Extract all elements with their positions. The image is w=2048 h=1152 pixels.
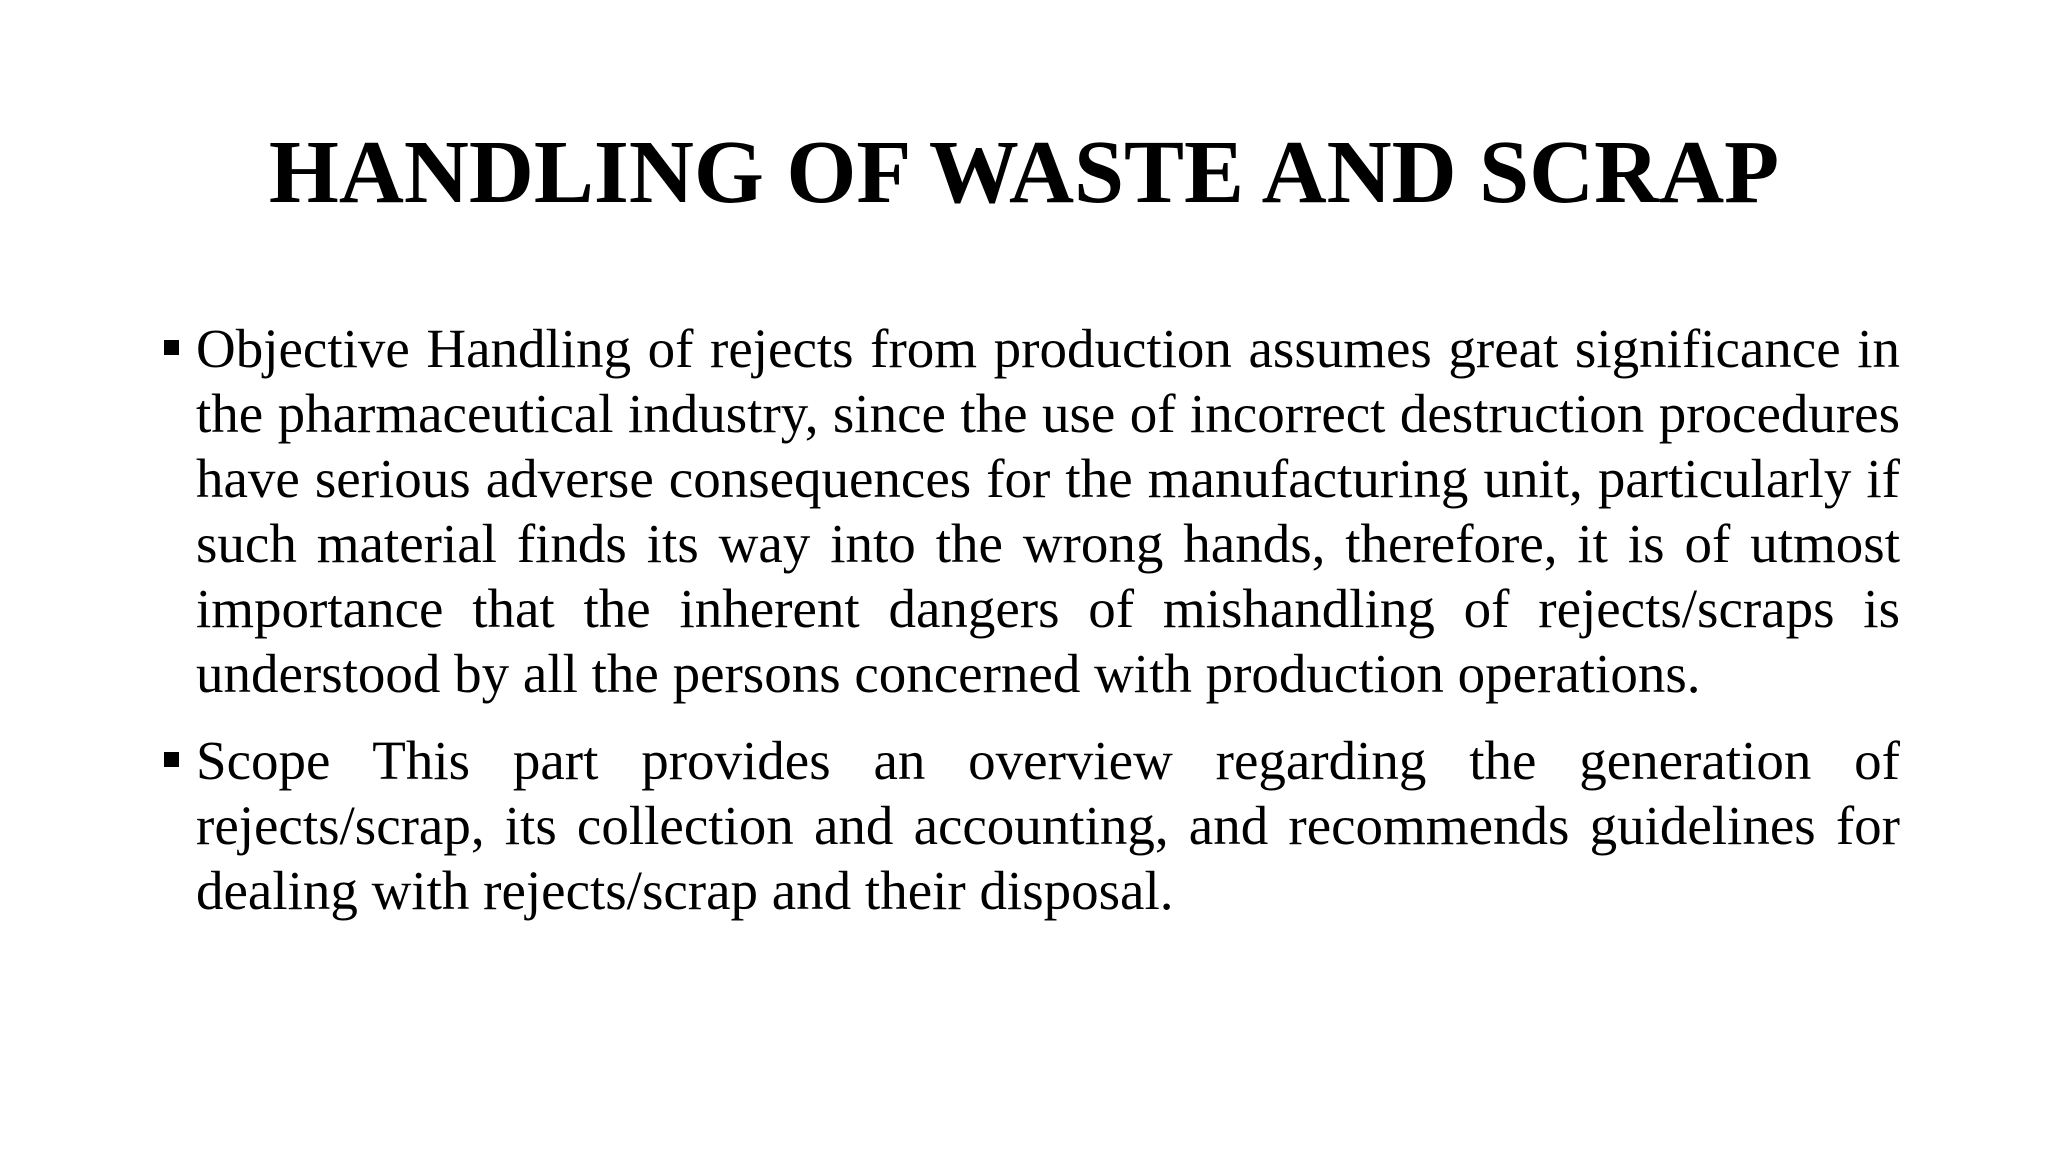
slide-title: HANDLING OF WASTE AND SCRAP (268, 123, 1780, 222)
bullet-text-objective: Objective Handling of rejects from production assumes great significance in the pharmaceutical industry, since the use of incorrect destruction procedures have serious adverse consequences for the manufacturing unit, particularly if such material finds its way into the wrong hands, therefore, it is of utmost importance that the inherent dangers of mishandling of rejects/scraps is understood by all the persons concerned with production operations. (196, 318, 1900, 704)
bullet-item-scope (160, 728, 1900, 923)
square-bullet-icon (164, 340, 179, 355)
bullet-item-objective (160, 316, 1900, 706)
bullet-text-scope: Scope This part provides an overview regarding the generation of rejects/scrap, its collection and accounting, and recommends guidelines for dealing with rejects/scrap and their disposal. (196, 730, 1900, 921)
bullet-list (160, 316, 1900, 945)
square-bullet-icon (164, 752, 179, 767)
